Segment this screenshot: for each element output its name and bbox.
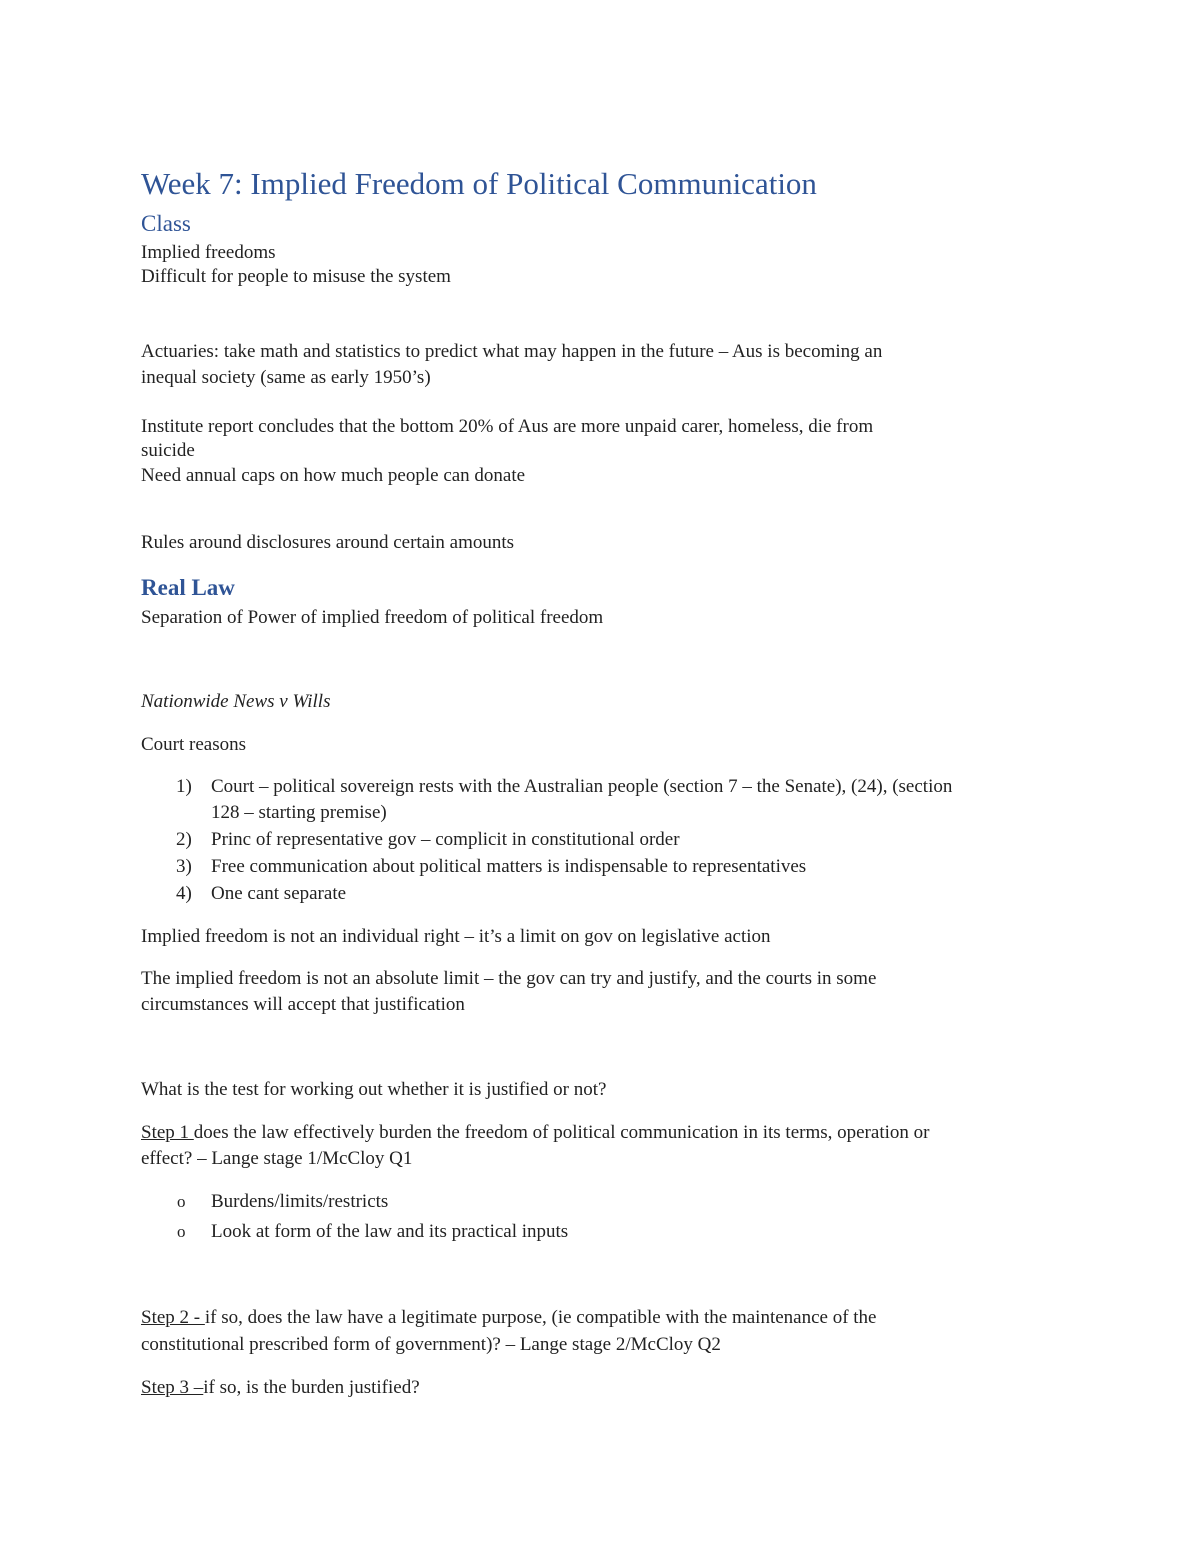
step-3-label: Step 3 – — [141, 1377, 204, 1398]
separation-line: Separation of Power of implied freedom of political freedom — [141, 607, 604, 628]
step-2-text: if so, does the law have a legitimate purpose, (ie compatible with the maintenance of the — [204, 1307, 877, 1328]
test-question: What is the test for working out whether it is justified or not? — [141, 1079, 607, 1100]
class-line: Difficult for people to misuse the system — [141, 266, 451, 287]
step-2-continuation: constitutional prescribed form of government)? – Lange stage 2/McCloy Q2 — [141, 1334, 721, 1355]
reason-number: 2) — [176, 829, 192, 850]
reason-number: 3) — [176, 856, 192, 877]
step-1-text: does the law effectively burden the freedom of political communication in its terms, operation or — [193, 1122, 930, 1143]
bullet-marker: o — [177, 1222, 186, 1241]
court-reasons-label: Court reasons — [141, 734, 247, 755]
reason-text: 128 – starting premise) — [211, 802, 387, 823]
rules-line: Rules around disclosures around certain amounts — [141, 532, 515, 553]
case-name: Nationwide News v Wills — [141, 691, 331, 712]
not-absolute-line: The implied freedom is not an absolute limit – the gov can try and justify, and the courts in some — [141, 968, 877, 989]
real-law-heading: Real Law — [141, 575, 235, 600]
institute-line: suicide — [141, 440, 195, 461]
reason-text: Princ of representative gov – complicit in constitutional order — [211, 829, 680, 850]
class-heading: Class — [141, 211, 191, 236]
step-1-label: Step 1 — [141, 1122, 194, 1143]
not-absolute-line: circumstances will accept that justification — [141, 994, 465, 1015]
step-3-line — [141, 1375, 420, 1401]
step-1-bullet: Burdens/limits/restricts — [211, 1191, 389, 1212]
class-line: Implied freedoms — [141, 242, 276, 263]
document-title: Week 7: Implied Freedom of Political Communication — [141, 166, 817, 201]
reason-text: Free communication about political matters is indispensable to representatives — [211, 856, 807, 877]
reason-number: 4) — [176, 883, 192, 904]
step-1-continuation: effect? – Lange stage 1/McCloy Q1 — [141, 1148, 413, 1169]
step-2-line — [141, 1305, 877, 1331]
actuaries-line: inequal society (same as early 1950’s) — [141, 367, 431, 388]
step-2-label: Step 2 - — [141, 1307, 205, 1328]
bullet-marker: o — [177, 1192, 186, 1211]
step-3-text: if so, is the burden justified? — [203, 1377, 420, 1398]
implied-not-right-line: Implied freedom is not an individual right – it’s a limit on gov on legislative action — [141, 926, 771, 947]
reason-number: 1) — [176, 776, 192, 797]
institute-line: Need annual caps on how much people can donate — [141, 465, 526, 486]
step-1-line — [141, 1120, 929, 1146]
actuaries-line: Actuaries: take math and statistics to predict what may happen in the future – Aus is becoming an — [141, 341, 883, 362]
step-1-bullet: Look at form of the law and its practical inputs — [211, 1221, 569, 1242]
institute-line: Institute report concludes that the bottom 20% of Aus are more unpaid carer, homeless, die from — [141, 416, 874, 437]
reason-text: Court – political sovereign rests with the Australian people (section 7 – the Senate), (24), (section — [211, 776, 953, 797]
reason-text: One cant separate — [211, 883, 347, 904]
